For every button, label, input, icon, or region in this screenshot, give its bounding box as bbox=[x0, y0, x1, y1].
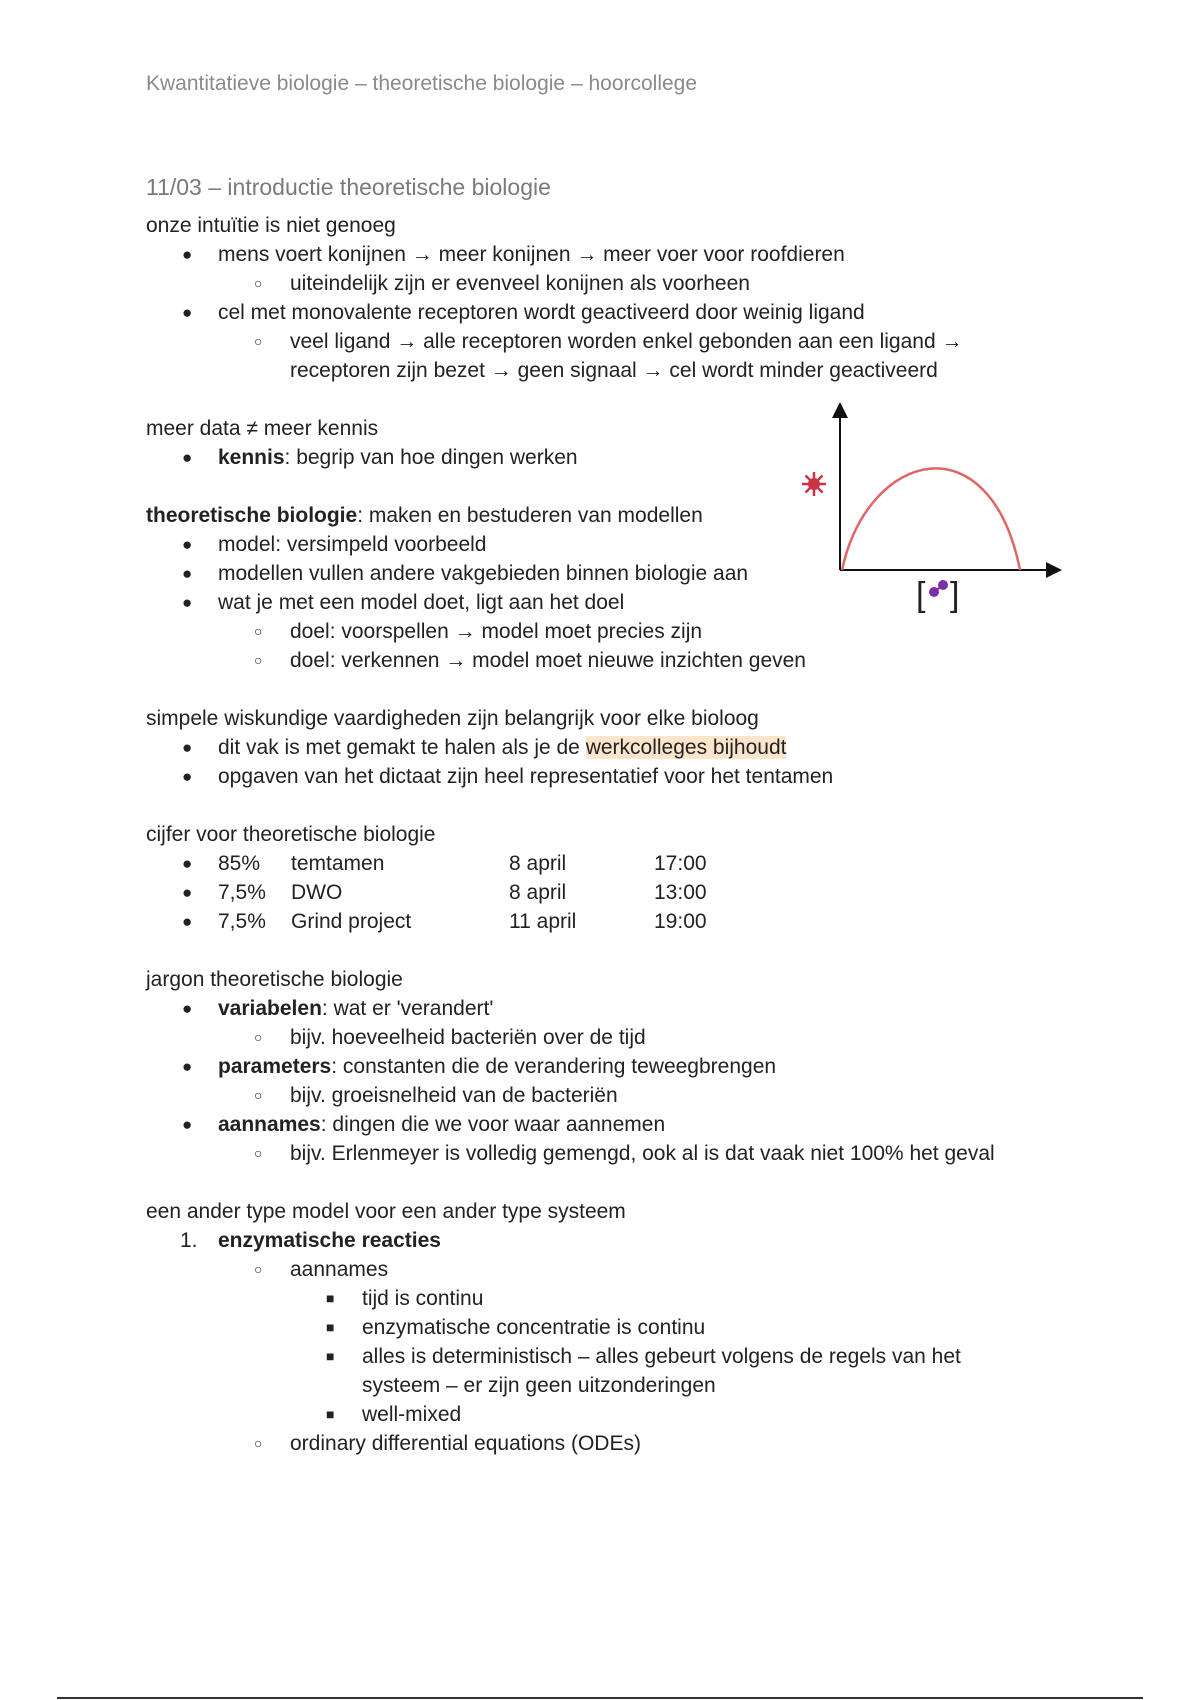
section-title: 11/03 – introductie theoretische biologie bbox=[146, 174, 551, 200]
list-item: ● mens voert konijnen → meer konijnen → meer voer voor roofdieren bbox=[146, 240, 1106, 269]
bullet-icon: ● bbox=[182, 564, 193, 583]
list-item: ○ ordinary differential equations (ODEs) bbox=[146, 1429, 1106, 1458]
list-item: ○ doel: voorspellen → model moet precies zijn bbox=[146, 617, 1106, 646]
bullet-icon: ● bbox=[182, 1115, 193, 1134]
list-item: ■ tijd is continu bbox=[146, 1284, 1106, 1313]
bullet-icon: ● bbox=[182, 303, 193, 322]
circle-bullet-icon: ○ bbox=[254, 652, 263, 668]
highlighted-text: werkcolleges bijhoudt bbox=[585, 736, 787, 759]
list-item: ● cel met monovalente receptoren wordt geactiveerd door weinig ligand bbox=[146, 298, 1106, 327]
star-rays bbox=[802, 472, 826, 496]
list-item: ○ aannames bbox=[146, 1255, 1106, 1284]
x-label-bracket-left: [ bbox=[916, 576, 926, 614]
ligand-receptor-icon bbox=[929, 580, 948, 597]
models-heading: een ander type model voor een ander type systeem bbox=[146, 1200, 626, 1223]
list-item: ○ uiteindelijk zijn er evenveel konijnen als voorheen bbox=[146, 269, 1106, 298]
circle-bullet-icon: ○ bbox=[254, 275, 263, 291]
square-bullet-icon: ■ bbox=[326, 1319, 335, 1335]
x-label-bracket-right: ] bbox=[950, 576, 960, 614]
square-bullet-icon: ■ bbox=[326, 1406, 335, 1422]
list-item: ● modellen vullen andere vakgebieden binnen biologie aan bbox=[146, 559, 1106, 588]
list-item: ■ enzymatische concentratie is continu bbox=[146, 1313, 1106, 1342]
bullet-icon: ● bbox=[182, 854, 193, 873]
bullet-icon: ● bbox=[182, 448, 193, 467]
grade-row: ● 7,5% DWO 8 april 13:00 bbox=[146, 878, 1106, 907]
list-item: ● aannames: dingen die we voor waar aannemen bbox=[146, 1110, 1106, 1139]
grade-row: ● 7,5% Grind project 11 april 19:00 bbox=[146, 907, 1106, 936]
skills-heading: simpele wiskundige vaardigheden zijn belangrijk voor elke bioloog bbox=[146, 707, 759, 730]
response-curve bbox=[842, 468, 1020, 570]
intro-heading: onze intuïtie is niet genoeg bbox=[146, 214, 396, 237]
list-item: ● model: versimpeld voorbeeld bbox=[146, 530, 1106, 559]
list-item: ○ bijv. Erlenmeyer is volledig gemengd, ook al is dat vaak niet 100% het geval bbox=[146, 1139, 1106, 1168]
bullet-icon: ● bbox=[182, 738, 193, 757]
circle-bullet-icon: ○ bbox=[254, 1029, 263, 1045]
bullet-icon: ● bbox=[182, 535, 193, 554]
list-item: ● opgaven van het dictaat zijn heel representatief voor het tentamen bbox=[146, 762, 1106, 791]
ligand-link bbox=[936, 587, 941, 590]
circle-bullet-icon: ○ bbox=[254, 1087, 263, 1103]
list-item: ● dit vak is met gemakt te halen als je de werkcolleges bijhoudt bbox=[146, 733, 1106, 762]
bullet-icon: ● bbox=[182, 912, 193, 931]
list-item: ○ doel: verkennen → model moet nieuwe inzichten geven bbox=[146, 646, 1106, 675]
list-item: ○ bijv. groeisnelheid van de bacteriën bbox=[146, 1081, 1106, 1110]
circle-bullet-icon: ○ bbox=[254, 1261, 263, 1277]
list-item: ● variabelen: wat er 'verandert' bbox=[146, 994, 1106, 1023]
jargon-heading: jargon theoretische biologie bbox=[146, 968, 403, 991]
page-header: Kwantitatieve biologie – theoretische biologie – hoorcollege bbox=[146, 72, 698, 95]
bullet-icon: ● bbox=[182, 1057, 193, 1076]
circle-bullet-icon: ○ bbox=[254, 623, 263, 639]
list-item: ○ bijv. hoeveelheid bacteriën over de tijd bbox=[146, 1023, 1106, 1052]
circle-bullet-icon: ○ bbox=[254, 333, 263, 349]
list-item-continuation: systeem – er zijn geen uitzonderingen bbox=[362, 1374, 716, 1397]
grades-heading: cijfer voor theoretische biologie bbox=[146, 823, 436, 846]
notes-content bbox=[146, 211, 1106, 1458]
data-heading: meer data ≠ meer kennis bbox=[146, 417, 379, 440]
grade-row: ● 85% temtamen 8 april 17:00 bbox=[146, 849, 1106, 878]
circle-bullet-icon: ○ bbox=[254, 1145, 263, 1161]
list-item: ● kennis: begrip van hoe dingen werken bbox=[146, 443, 1106, 472]
square-bullet-icon: ■ bbox=[326, 1290, 335, 1306]
square-bullet-icon: ■ bbox=[326, 1348, 335, 1364]
numbered-item: 1. enzymatische reacties bbox=[180, 1229, 441, 1252]
bullet-icon: ● bbox=[182, 883, 193, 902]
activation-star-icon bbox=[802, 472, 826, 496]
activation-sketch bbox=[790, 400, 1070, 615]
list-item: ■ alles is deterministisch – alles gebeurt volgens de regels van het bbox=[146, 1342, 1106, 1371]
bullet-icon: ● bbox=[182, 593, 193, 612]
bullet-icon: ● bbox=[182, 767, 193, 786]
list-item-continuation: receptoren zijn bezet → geen signaal → cel wordt minder geactiveerd bbox=[290, 359, 938, 382]
list-item: ■ well-mixed bbox=[146, 1400, 1106, 1429]
list-item: ● parameters: constanten die de verandering teweegbrengen bbox=[146, 1052, 1106, 1081]
list-item: ● wat je met een model doet, ligt aan het doel bbox=[146, 588, 1106, 617]
theory-heading: theoretische biologie: maken en bestuderen van modellen bbox=[146, 504, 703, 527]
circle-bullet-icon: ○ bbox=[254, 1435, 263, 1451]
bullet-icon: ● bbox=[182, 999, 193, 1018]
page-bottom-rule bbox=[57, 1697, 1143, 1699]
list-item: ○ veel ligand → alle receptoren worden enkel gebonden aan een ligand → bbox=[146, 327, 1106, 356]
bullet-icon: ● bbox=[182, 245, 193, 264]
